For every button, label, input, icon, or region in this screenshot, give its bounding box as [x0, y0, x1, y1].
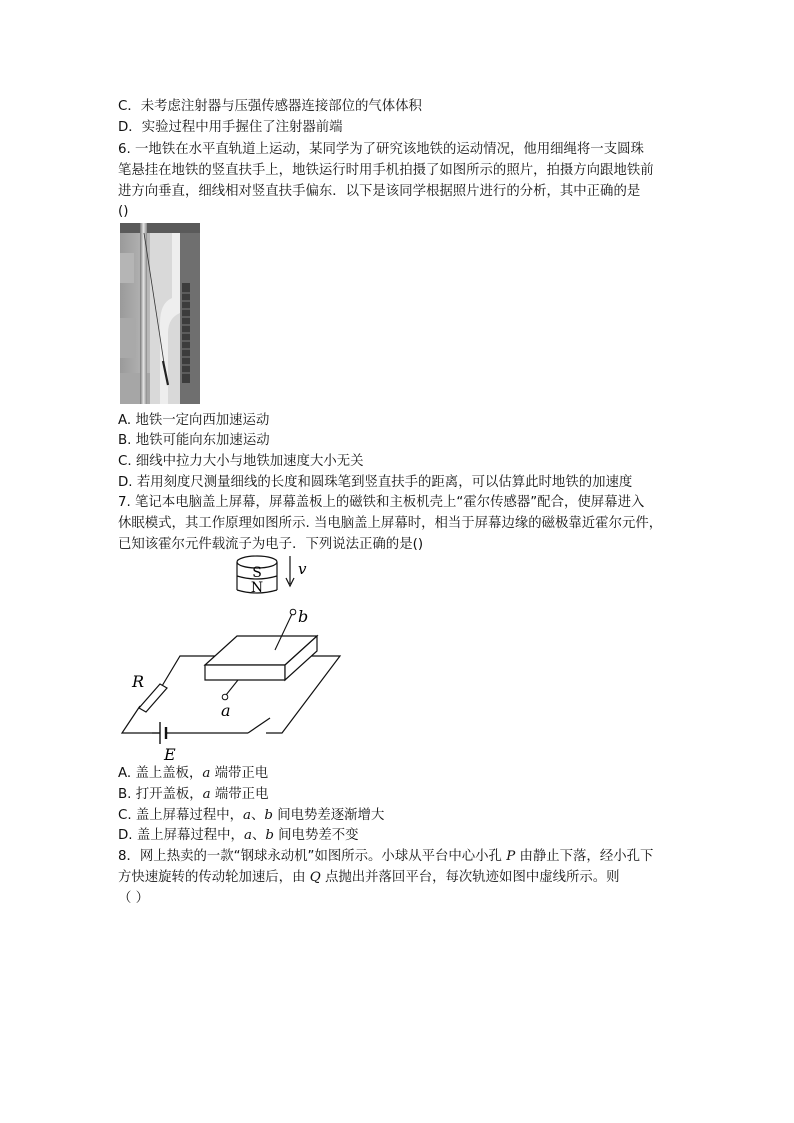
terminal-a-label: a — [221, 701, 231, 720]
q8-answer-bracket: （ ） — [118, 891, 150, 906]
q8-stem-line-2: 方快速旋转的传动轮加速后，由 Q 点抛出并落回平台，每次轨迹如图中虚线所示。则 — [118, 870, 620, 885]
q6-option-d: D. 若用刻度尺测量细线的长度和圆珠笔到竖直扶手的距离，可以估算此时地铁的加速度 — [118, 475, 633, 490]
q7-stem-line-3: 已知该霍尔元件载流子为电子．下列说法正确的是() — [118, 537, 424, 552]
terminal-a — [222, 694, 228, 700]
q7-stem-line-2: 休眠模式，其工作原理如图所示. 当电脑盖上屏幕时，相当于屏幕边缘的磁极靠近霍尔元件， — [118, 516, 663, 531]
q7-stem-line-1: 7. 笔记本电脑盖上屏幕，屏幕盖板上的磁铁和主板机壳上“霍尔传感器”配合，使屏幕进入 — [118, 495, 645, 510]
q7-option-b: B. 打开盖板，a 端带正电 — [118, 787, 269, 802]
q6-option-b: B. 地铁可能向东加速运动 — [118, 433, 270, 448]
q6-stem-line-3: 进方向垂直，细线相对竖直扶手偏东．以下是该同学根据照片进行的分析，其中正确的是 — [118, 184, 641, 199]
q7-option-d: D. 盖上屏幕过程中，a、b 间电势差不变 — [118, 828, 359, 843]
battery-label: E — [164, 745, 176, 764]
battery — [152, 722, 168, 744]
q7-option-a: A. 盖上盖板，a 端带正电 — [118, 766, 269, 781]
q5-option-c: C．未考虑注射器与压强传感器连接部位的气体体积 — [118, 99, 422, 114]
terminal-b-label: b — [298, 607, 309, 626]
terminal-b — [290, 609, 296, 615]
magnet-south-label: S — [252, 565, 262, 581]
q6-stem-line-1: 6. 一地铁在水平直轨道上运动，某同学为了研究该地铁的运动情况，他用细绳将一支圆珠 — [118, 142, 644, 157]
q6-option-c: C. 细线中拉力大小与地铁加速度大小无关 — [118, 454, 364, 469]
q8-stem-line-1: 8．网上热卖的一款“钢球永动机”如图所示。小球从平台中心小孔 P 由静止下落，经小孔下 — [118, 849, 654, 864]
q6-option-a: A. 地铁一定向西加速运动 — [118, 413, 270, 428]
magnet-north-label: N — [250, 580, 264, 596]
hall-element — [205, 636, 317, 680]
q7-option-c: C. 盖上屏幕过程中，a、b 间电势差逐渐增大 — [118, 808, 385, 823]
q6-stem-line-2: 笔悬挂在地铁的竖直扶手上，地铁运行时用手机拍摄了如图所示的照片，拍摄方向跟地铁前 — [118, 163, 654, 178]
subway-handrail-photo — [120, 223, 200, 404]
hall-sensor-circuit-diagram — [112, 552, 362, 767]
resistor-label: R — [132, 672, 145, 691]
velocity-label: v — [298, 560, 307, 578]
terminal-a-lead — [226, 680, 238, 695]
q6-answer-bracket: () — [118, 204, 129, 219]
q5-option-d: D．实验过程中用手握住了注射器前端 — [118, 120, 343, 135]
